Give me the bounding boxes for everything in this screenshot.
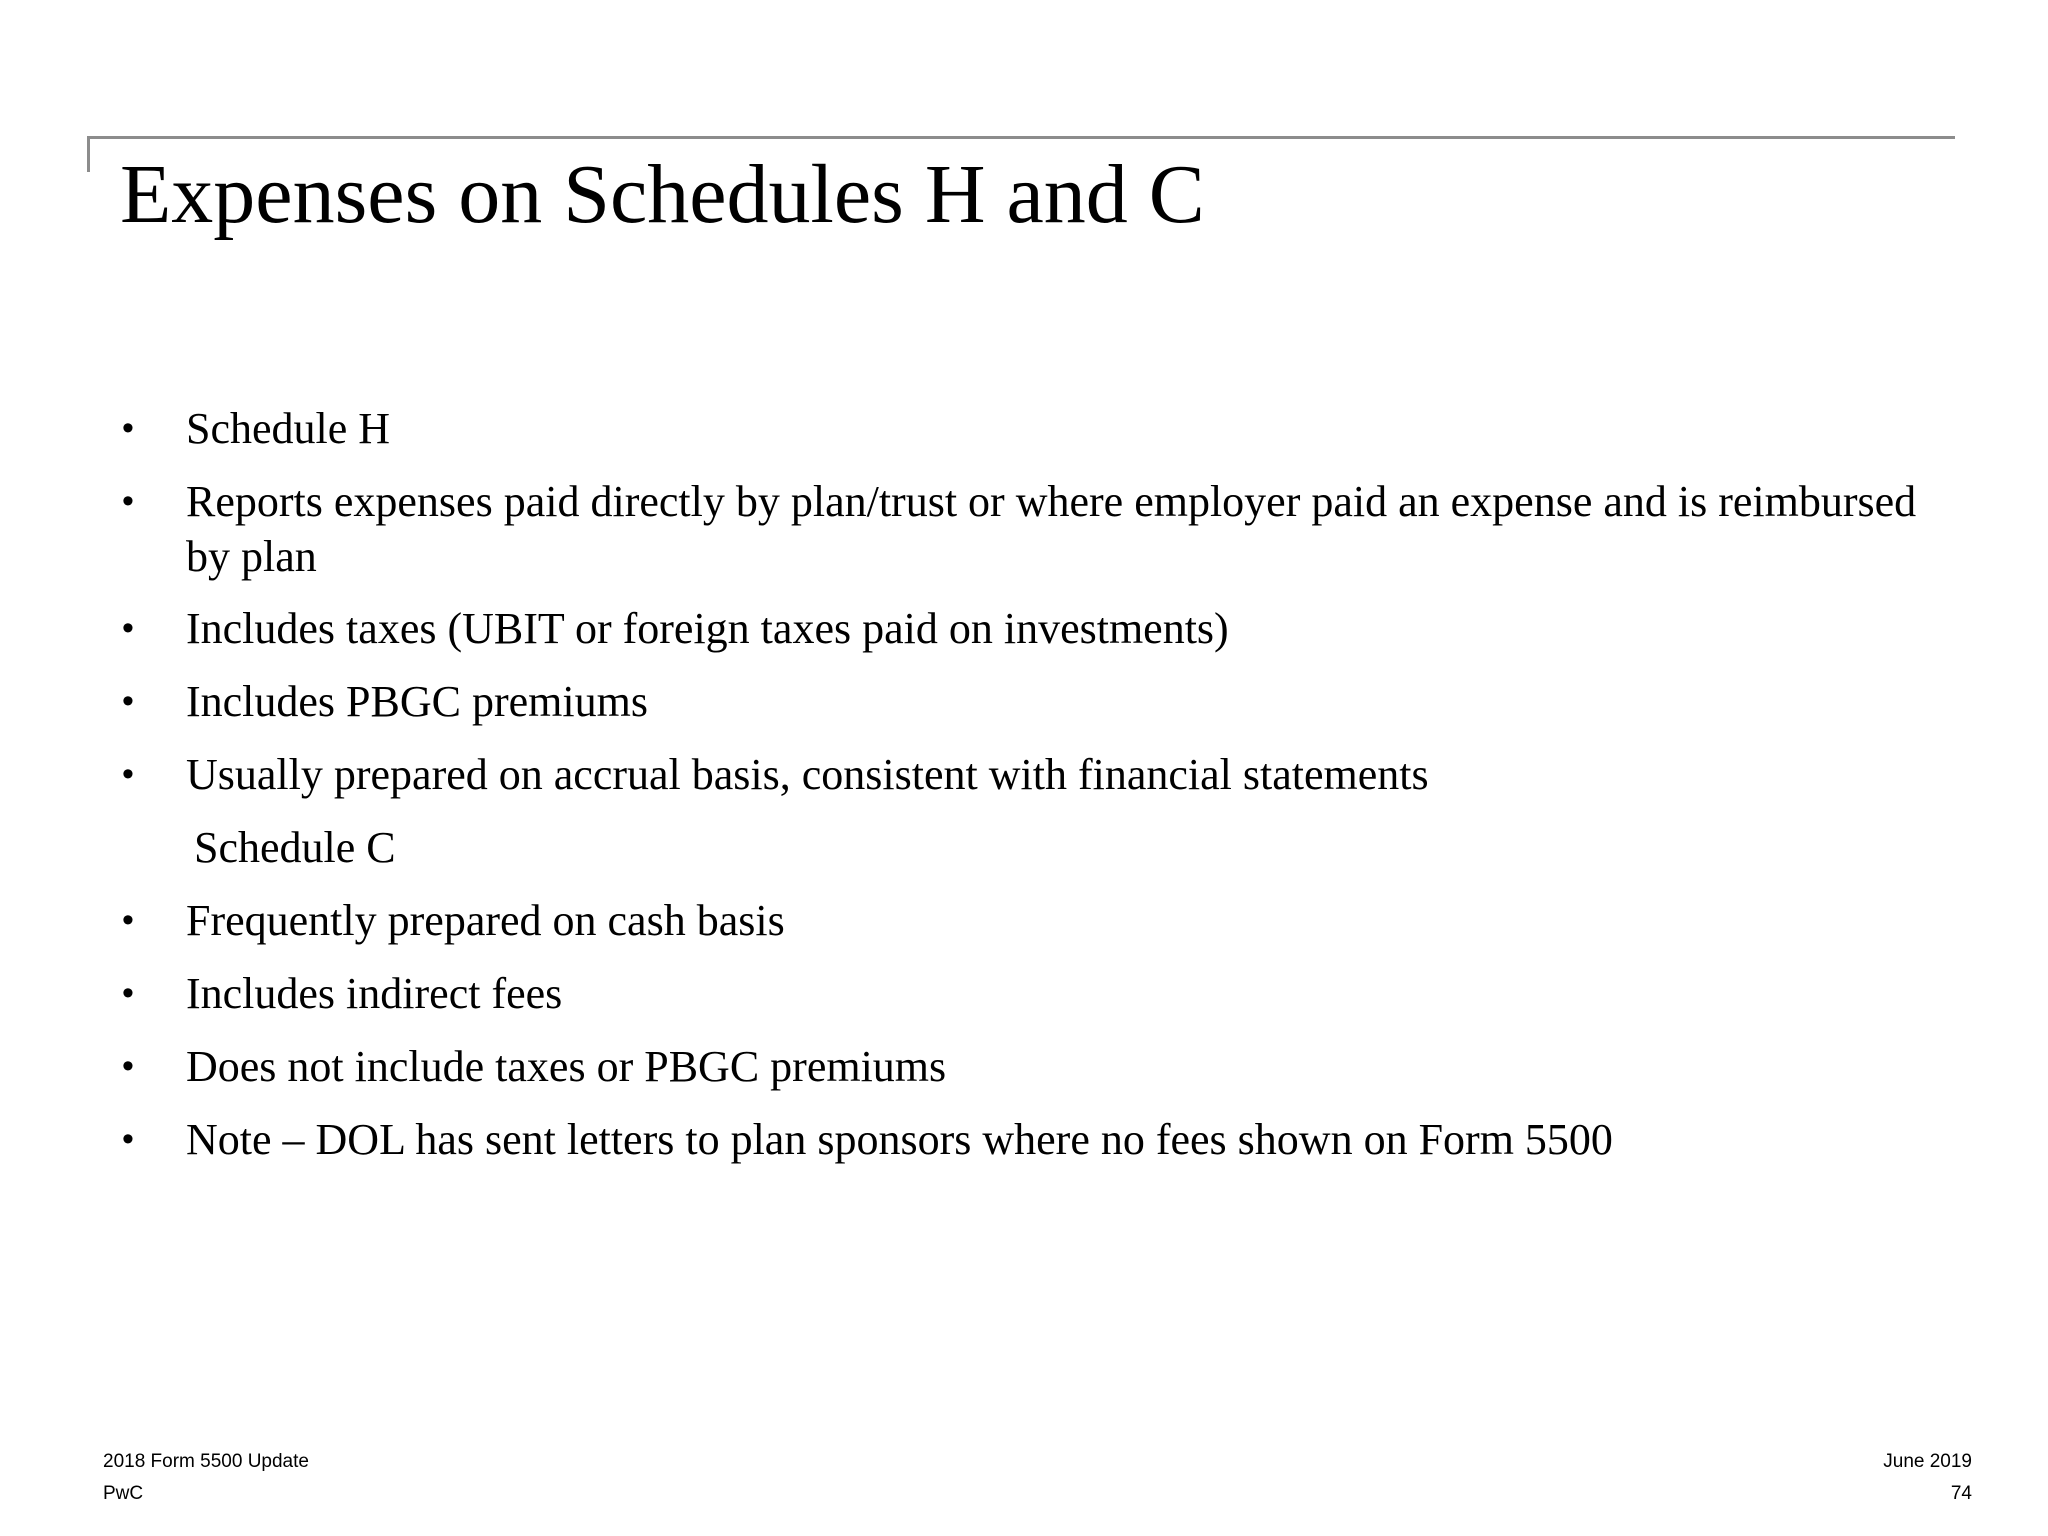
bullet-glyph: • [122,901,134,939]
footer-page-number: 74 [1950,1483,1972,1504]
bullet-glyph: • [122,482,134,520]
title-rule [87,136,1955,139]
bullet-glyph: • [122,755,134,793]
list-item [122,601,1966,656]
list-item-text: Includes PBGC premiums [186,677,648,726]
footer-document-title: 2018 Form 5500 Update [103,1451,309,1472]
list-item-text: Does not include taxes or PBGC premiums [186,1042,947,1091]
bullet-glyph: • [122,974,134,1012]
list-item [122,674,1966,729]
list-item [122,747,1966,802]
title-rule-corner [87,136,90,172]
list-item [122,1112,1626,1167]
bullet-glyph: • [122,682,134,720]
list-item [122,893,1966,948]
list-item [122,474,1966,584]
list-item [194,820,1974,875]
list-item-text: Includes taxes (UBIT or foreign taxes paid on investments) [186,604,1229,653]
list-item-text: Schedule C [194,823,396,872]
list-item [122,401,1966,456]
list-item-text: Usually prepared on accrual basis, consistent with financial statements [186,750,1429,799]
list-item [122,1039,1966,1094]
bullet-glyph: • [122,1047,134,1085]
footer-company: PwC [103,1483,144,1504]
list-item [122,966,1966,1021]
bullet-glyph: • [122,409,134,447]
list-item-text: Frequently prepared on cash basis [186,896,785,945]
list-item-text: Includes indirect fees [186,969,563,1018]
bullet-glyph: • [122,609,134,647]
list-item-text: Schedule H [186,404,391,453]
list-item-text: Reports expenses paid directly by plan/trust or where employer paid an expense and is reimbursed by plan [186,477,1917,581]
footer-date: June 2019 [1883,1451,1972,1472]
slide-title: Expenses on Schedules H and C [120,148,1205,241]
list-item-text: Note – DOL has sent letters to plan sponsors where no fees shown on Form 5500 [186,1115,1613,1164]
bullet-glyph: • [122,1120,134,1158]
